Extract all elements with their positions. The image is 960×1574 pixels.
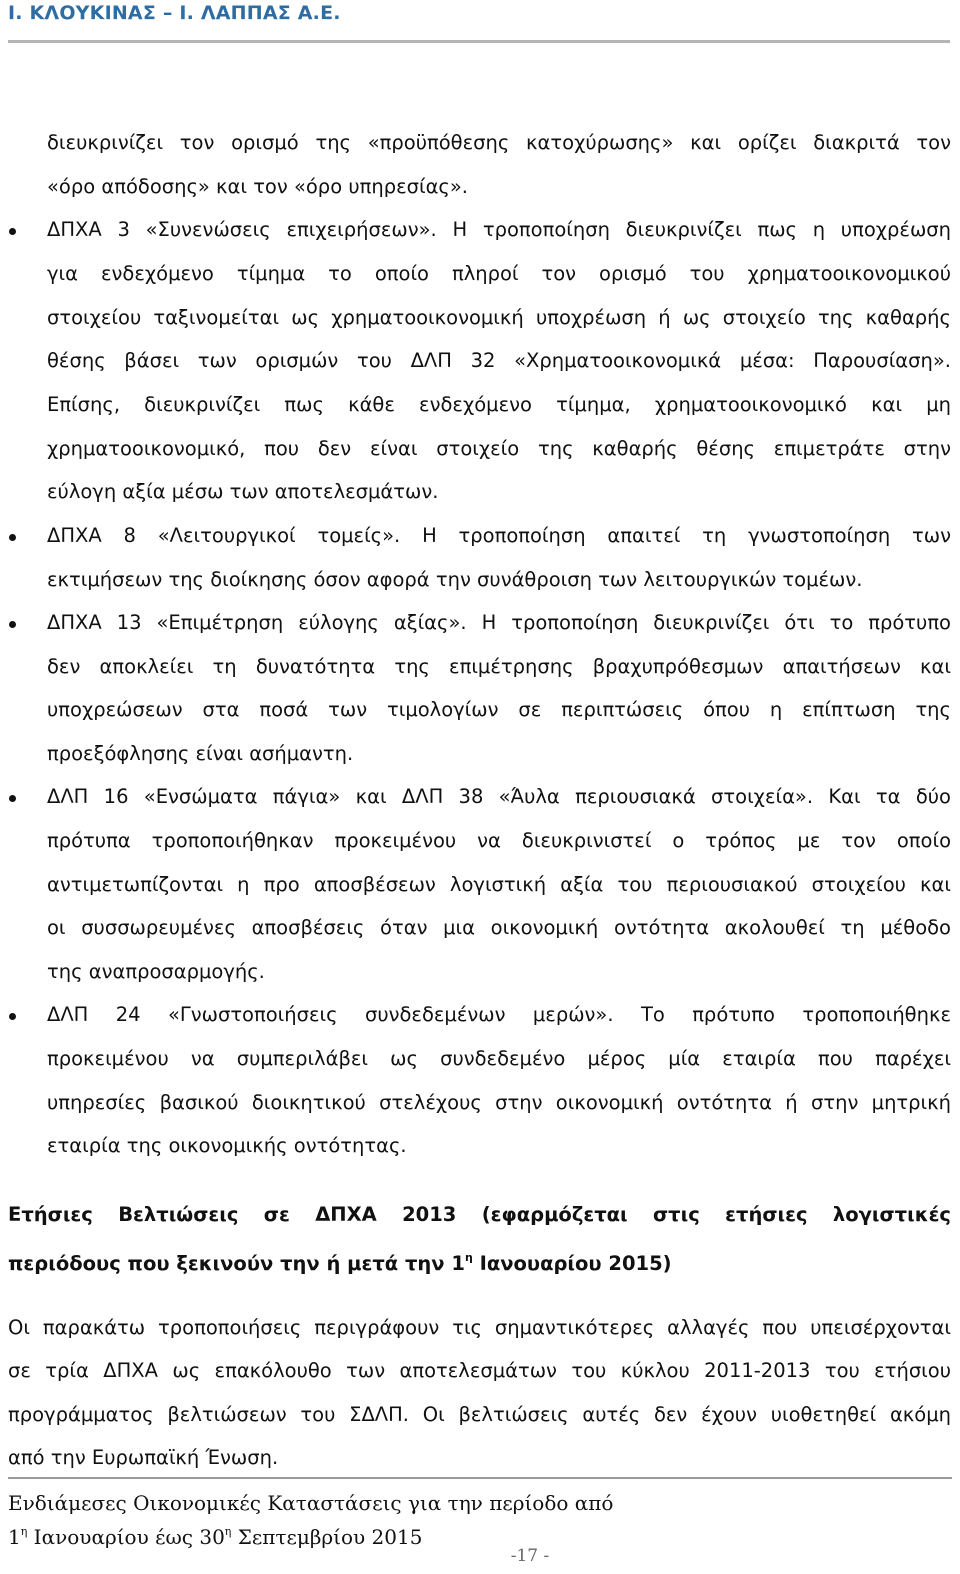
footer-line (8, 1520, 422, 1549)
body-line: χρηματοοικονομικό, που δεν είναι στοιχείο της καθαρής θέσης επιμετράτε στην (47, 437, 951, 460)
body-line: εκτιμήσεων της διοίκησης όσον αφορά την συνάθροιση των λειτουργικών τομέων. (47, 568, 863, 591)
bullet-icon (9, 1013, 16, 1020)
body-line: ΔΠΧΑ 3 «Συνενώσεις επιχειρήσεων». Η τροποποίηση διευκρινίζει πως η υποχρέωση (47, 218, 951, 241)
bullet-icon (9, 228, 16, 235)
body-line: ΔΠΧΑ 13 «Επιμέτρηση εύλογης αξίας». Η τροποποίηση διευκρινίζει ότι το πρότυπο (47, 611, 951, 634)
body-line: διευκρινίζει τον ορισμό της «προϋπόθεσης κατοχύρωσης» και ορίζει διακριτά τον (47, 131, 951, 154)
document-header-title: Ι. ΚΛΟΥΚΙΝΑΣ – Ι. ΛΑΠΠΑΣ Α.Ε. (8, 2, 341, 24)
intro-line: από την Ευρωπαϊκή Ένωση. (8, 1446, 279, 1469)
body-line: «όρο απόδοσης» και τον «όρο υπηρεσίας». (47, 175, 469, 198)
footer-divider (8, 1477, 952, 1479)
intro-line: σε τρία ΔΠΧΑ ως επακόλουθο των αποτελεσμάτων του κύκλου 2011-2013 του ετήσιου (8, 1359, 951, 1382)
body-line: για ενδεχόμενο τίμημα το οποίο πληροί τον ορισμό του χρηματοοικονομικού (47, 262, 951, 285)
heading-text: περιόδους που ξεκινούν την ή μετά την 1 (8, 1252, 465, 1275)
body-line: στοιχείου ταξινομείται ως χρηματοοικονομική υποχρέωση ή ως στοιχείο της καθαρής (47, 306, 951, 329)
body-line: ΔΛΠ 24 «Γνωστοποιήσεις συνδεδεμένων μερών». Το πρότυπο τροποποιήθηκε (47, 1003, 951, 1026)
footer-superscript: η (20, 1525, 28, 1538)
intro-line: προγράμματος βελτιώσεων του ΣΔΛΠ. Οι βελτιώσεις αυτές δεν έχουν υιοθετηθεί ακόμη (8, 1403, 951, 1426)
bullet-icon (9, 534, 16, 541)
bullet-icon (9, 795, 16, 802)
body-line: προκειμένου να συμπεριλάβει ως συνδεδεμένο μέρος μία εταιρία που παρέχει (47, 1047, 951, 1070)
body-line: εύλογη αξία μέσω των αποτελεσμάτων. (47, 480, 439, 503)
heading-superscript: η (464, 1251, 473, 1264)
body-line: θέσης βάσει των ορισμών του ΔΛΠ 32 «Χρηματοοικονομικά μέσα: Παρουσίαση». (47, 349, 951, 372)
bullet-icon (9, 621, 16, 628)
body-line: εταιρία της οικονομικής οντότητας. (47, 1134, 407, 1157)
body-line: υποχρεώσεων στα ποσά των τιμολογίων σε περιπτώσεις όπου η επίπτωση της (47, 698, 951, 721)
body-line: ΔΛΠ 16 «Ενσώματα πάγια» και ΔΛΠ 38 «Άυλα περιουσιακά στοιχεία». Και τα δύο (47, 785, 951, 808)
heading-text: Ιανουαρίου 2015) (472, 1252, 672, 1275)
body-line: προεξόφλησης είναι ασήμαντη. (47, 742, 354, 765)
body-line: αντιμετωπίζονται η προ αποσβέσεων λογιστική αξία του περιουσιακού στοιχείου και (47, 873, 951, 896)
body-line: πρότυπα τροποποιήθηκαν προκειμένου να διευκρινιστεί ο τρόπος με τον οποίο (47, 829, 951, 852)
body-line: υπηρεσίες βασικού διοικητικού στελέχους στην οικονομική οντότητα ή στην μητρική (47, 1091, 951, 1114)
footer-superscript: η (224, 1525, 232, 1538)
footer-text: Σεπτεμβρίου 2015 (231, 1525, 423, 1549)
body-line: δεν αποκλείει τη δυνατότητα της επιμέτρησης βραχυπρόθεσμων απαιτήσεων και (47, 655, 951, 678)
footer-text: Ιανουαρίου έως 30 (27, 1525, 225, 1549)
footer-text: 1 (8, 1525, 21, 1549)
body-line: της αναπροσαρμογής. (47, 960, 265, 983)
body-line: οι συσσωρευμένες αποσβέσεις όταν μια οικονομική οντότητα ακολουθεί τη μέθοδο (47, 916, 951, 939)
intro-line: Οι παρακάτω τροποποιήσεις περιγράφουν τις σημαντικότερες αλλαγές που υπεισέρχονται (8, 1316, 951, 1339)
footer-line: Ενδιάμεσες Οικονομικές Καταστάσεις για την περίοδο από (8, 1491, 614, 1515)
page-number: -17 - (510, 1546, 550, 1566)
header-divider (8, 40, 950, 43)
body-line: ΔΠΧΑ 8 «Λειτουργικοί τομείς». Η τροποποίηση απαιτεί τη γνωστοποίηση των (47, 524, 951, 547)
section-heading-line: Ετήσιες Βελτιώσεις σε ΔΠΧΑ 2013 (εφαρμόζεται στις ετήσιες λογιστικές (8, 1203, 951, 1226)
body-line: Επίσης, διευκρινίζει πως κάθε ενδεχόμενο τίμημα, χρηματοοικονομικό και μη (47, 393, 951, 416)
section-heading-line (8, 1246, 672, 1276)
